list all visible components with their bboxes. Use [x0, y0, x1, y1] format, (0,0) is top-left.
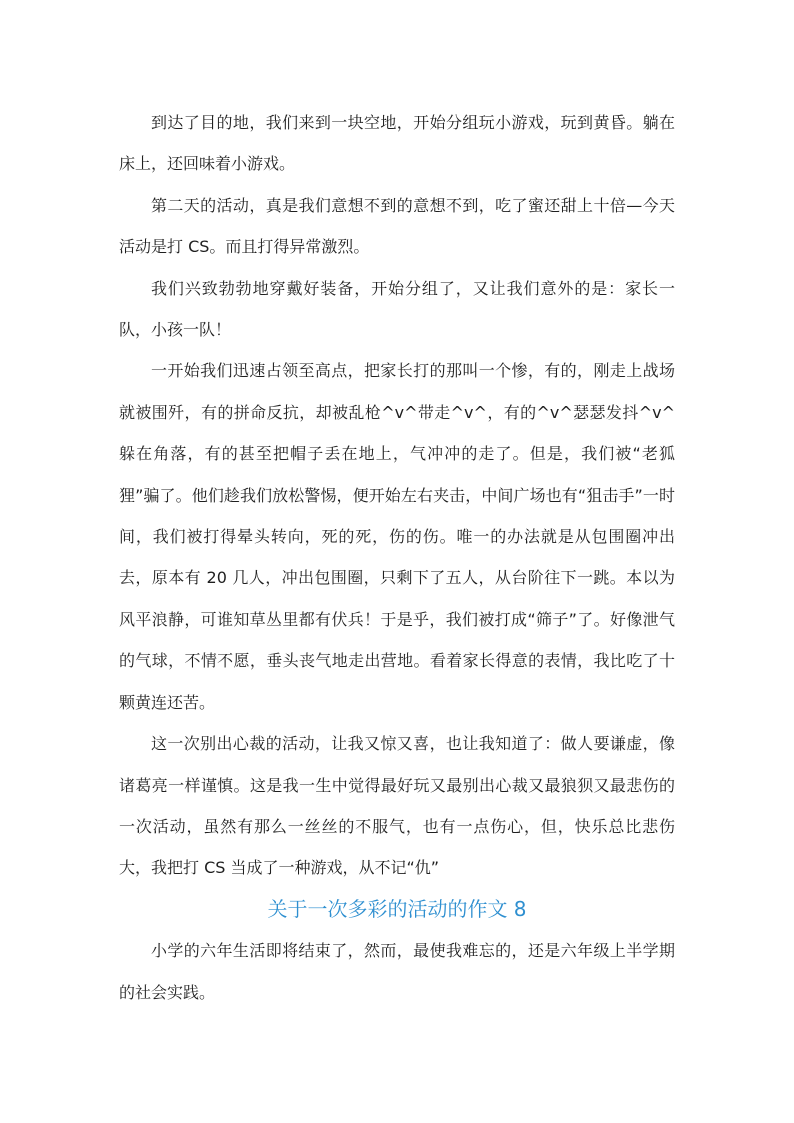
- paragraph-reflection: 这一次别出心裁的活动，让我又惊又喜，也让我知道了：做人要谦虚，像诸葛亮一样谨慎。这是我一生中觉得最好玩又最别出心裁又最狼狈又最悲伤的一次活动，虽然有那么一丝丝的不服气，也有一点伤心，但，快乐总比悲伤大，我把打 CS 当成了一种游戏，从不记“仇”: [119, 734, 675, 878]
- paragraph-second-day: 第二天的活动，真是我们意想不到的意想不到，吃了蜜还甜上十倍—今天活动是打 CS。而且打得异常激烈。: [119, 195, 675, 257]
- document-body: [119, 102, 675, 1013]
- paragraph-practice-intro: 小学的六年生活即将结束了，然而，最使我难忘的，还是六年级上半学期的社会实践。: [119, 941, 675, 1002]
- section-heading: 关于一次多彩的活动的作文 8: [267, 896, 527, 921]
- paragraph-teams: 我们兴致勃勃地穿戴好装备，开始分组了，又让我们意外的是：家长一队，小孩一队！: [119, 278, 675, 340]
- paragraph-battle: 一开始我们迅速占领至高点，把家长打的那叫一个惨，有的，刚走上战场就被围歼，有的拼命反抗，却被乱枪^v^带走^v^，有的^v^瑟瑟发抖^v^躲在角落，有的甚至把帽子丢在地上，气冲冲的走了。但是，我们被“老狐狸”骗了。他们趁我们放松警惕，便开始左右夹击，中间广场也有“狙击手”一时间，我们被打得晕头转向，死的死，伤的伤。唯一的办法就是从包围圈冲出去，原本有 20 几人，冲出包围圈，只剩下了五人，从台阶往下一跳。本以为风平浪静，可谁知草丛里都有伏兵！于是乎，我们被打成“筛子”了。好像泄气的气球，不情不愿，垂头丧气地走出营地。看着家长得意的表情，我比吃了十颗黄连还苦。: [119, 361, 675, 712]
- paragraph-arrival: 到达了目的地，我们来到一块空地，开始分组玩小游戏，玩到黄昏。躺在床上，还回味着小游戏。: [119, 113, 675, 174]
